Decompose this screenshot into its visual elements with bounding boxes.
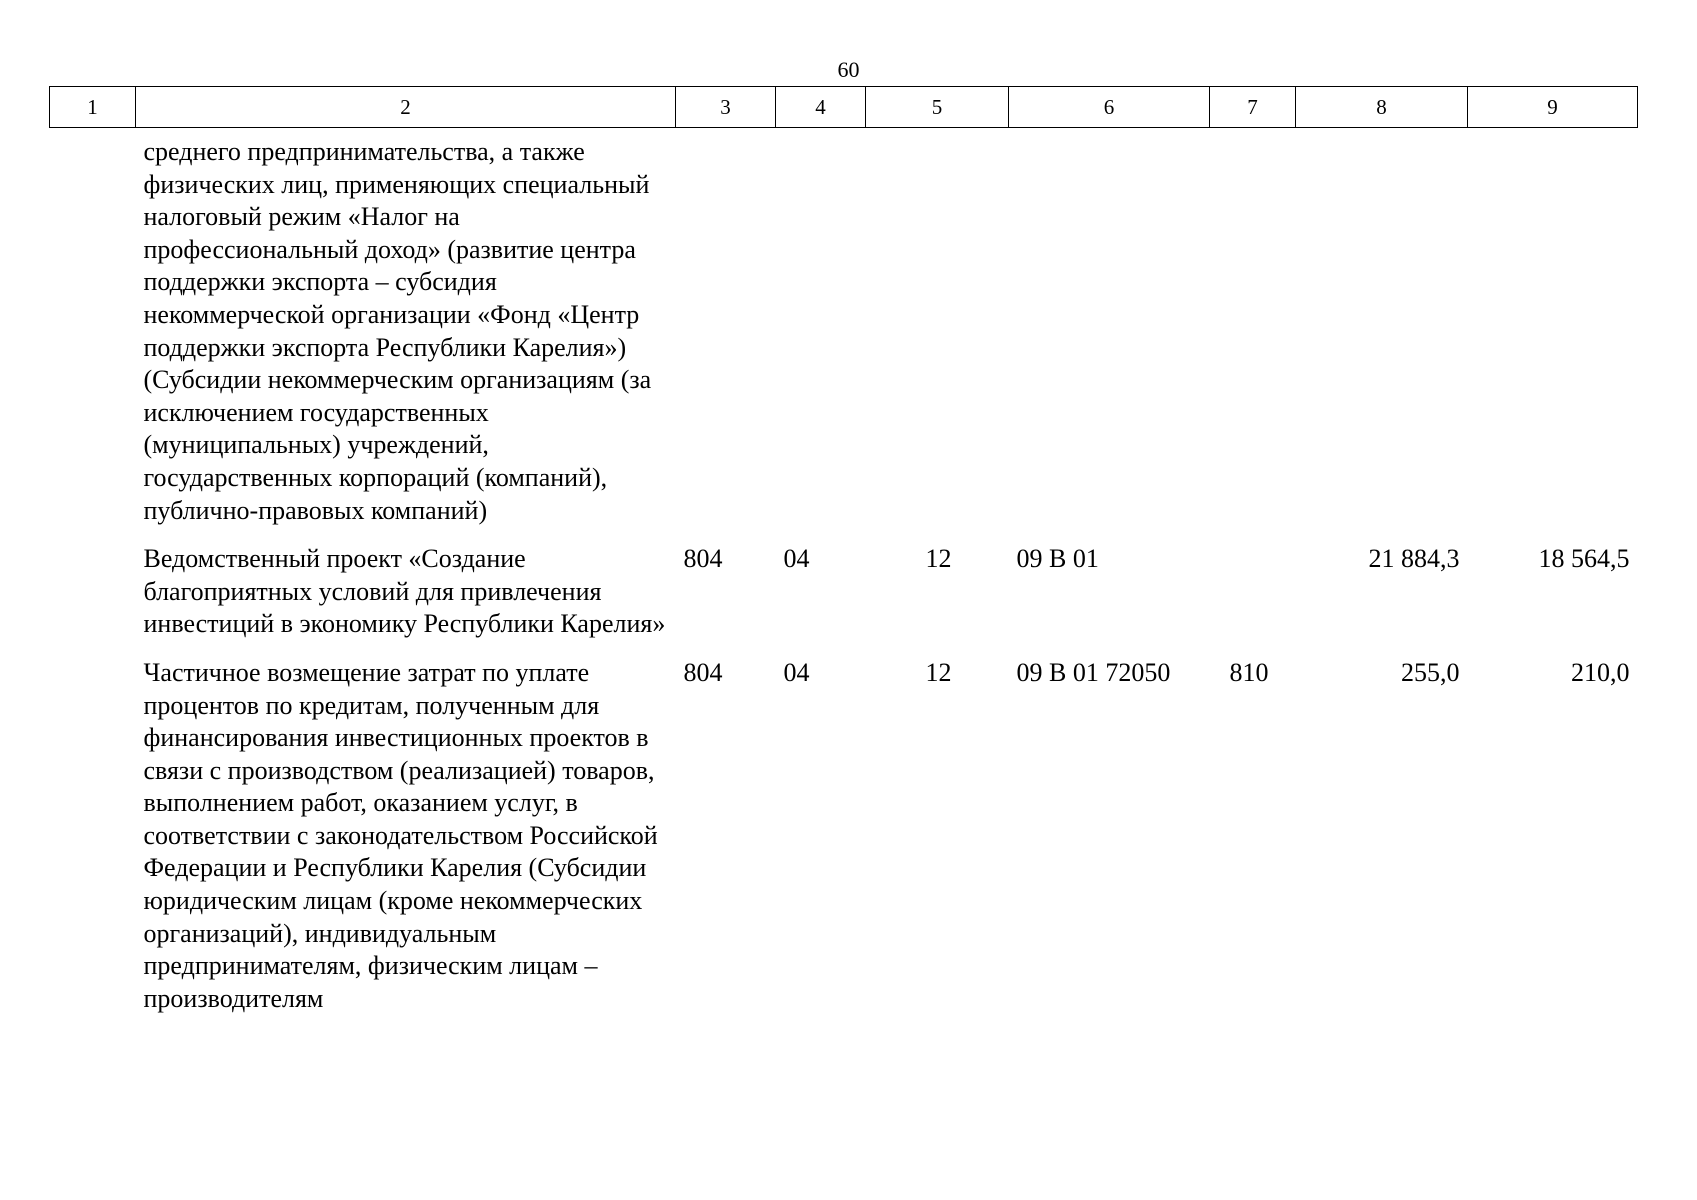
row-col-5: 12 — [925, 544, 952, 574]
row-description: Частичное возмещение затрат по уплате процентов по кредитам, полученным для финансирования инвестиционных проектов в связи с производством (реализацией) товаров, выполнением работ, оказанием услуг, в соответствии с законодательством Российской Федерации и Республики Карелия (Субсидии юридическим лицам (кроме некоммерческих организаций), индивидуальным предпринимателям, физическим лицам – производителям — [143, 657, 658, 1013]
budget-table — [49, 86, 1638, 1015]
header-col-3: 3 — [676, 87, 776, 128]
header-col-2: 2 — [136, 87, 676, 128]
header-col-1: 1 — [50, 87, 136, 128]
row-col-9: 210,0 — [1571, 657, 1630, 687]
row-col-8: 255,0 — [1401, 657, 1460, 687]
header-col-5: 5 — [866, 87, 1009, 128]
table-row — [50, 128, 1638, 528]
row-description: среднего предпринимательства, а также физических лиц, применяющих специальный налоговый режим «Налог на профессиональный доход» (развитие центра поддержки экспорта – субсидия некоммерческой организации «Фонд «Центр поддержки экспорта Республики Карелия») (Субсидии некоммерческим организациям (за исключением государственных (муниципальных) учреждений, государственных корпораций (компаний), публично-правовых компаний) — [143, 137, 652, 525]
header-col-8: 8 — [1296, 87, 1468, 128]
row-col-5 — [866, 128, 1009, 528]
row-col-4: 04 — [783, 657, 810, 687]
row-col-6 — [1009, 128, 1210, 528]
row-description: Ведомственный проект «Создание благоприятных условий для привлечения инвестиций в экономику Республики Карелия» — [143, 544, 666, 639]
row-col-7: 810 — [1229, 657, 1269, 687]
row-col-3 — [676, 128, 776, 528]
header-col-7: 7 — [1210, 87, 1296, 128]
row-col-3: 804 — [683, 657, 723, 687]
header-col-6: 6 — [1009, 87, 1210, 128]
row-col-4 — [776, 128, 866, 528]
row-col-7 — [1210, 527, 1296, 641]
row-col-5: 12 — [925, 657, 952, 687]
row-col-3: 804 — [683, 544, 723, 574]
row-col-6: 09 В 01 — [1016, 544, 1099, 574]
page-number: 60 — [837, 57, 860, 82]
row-col-4: 04 — [783, 544, 810, 574]
row-col-8: 21 884,3 — [1368, 544, 1460, 574]
header-row — [50, 87, 1638, 128]
table-row — [50, 527, 1638, 641]
header-col-4: 4 — [776, 87, 866, 128]
row-col-7 — [1210, 128, 1296, 528]
header-col-9: 9 — [1468, 87, 1638, 128]
row-col-9: 18 564,5 — [1538, 544, 1630, 574]
table-row — [50, 641, 1638, 1016]
row-col-9 — [1468, 128, 1638, 528]
row-col-6: 09 В 01 72050 — [1016, 657, 1171, 687]
row-col-8 — [1296, 128, 1468, 528]
